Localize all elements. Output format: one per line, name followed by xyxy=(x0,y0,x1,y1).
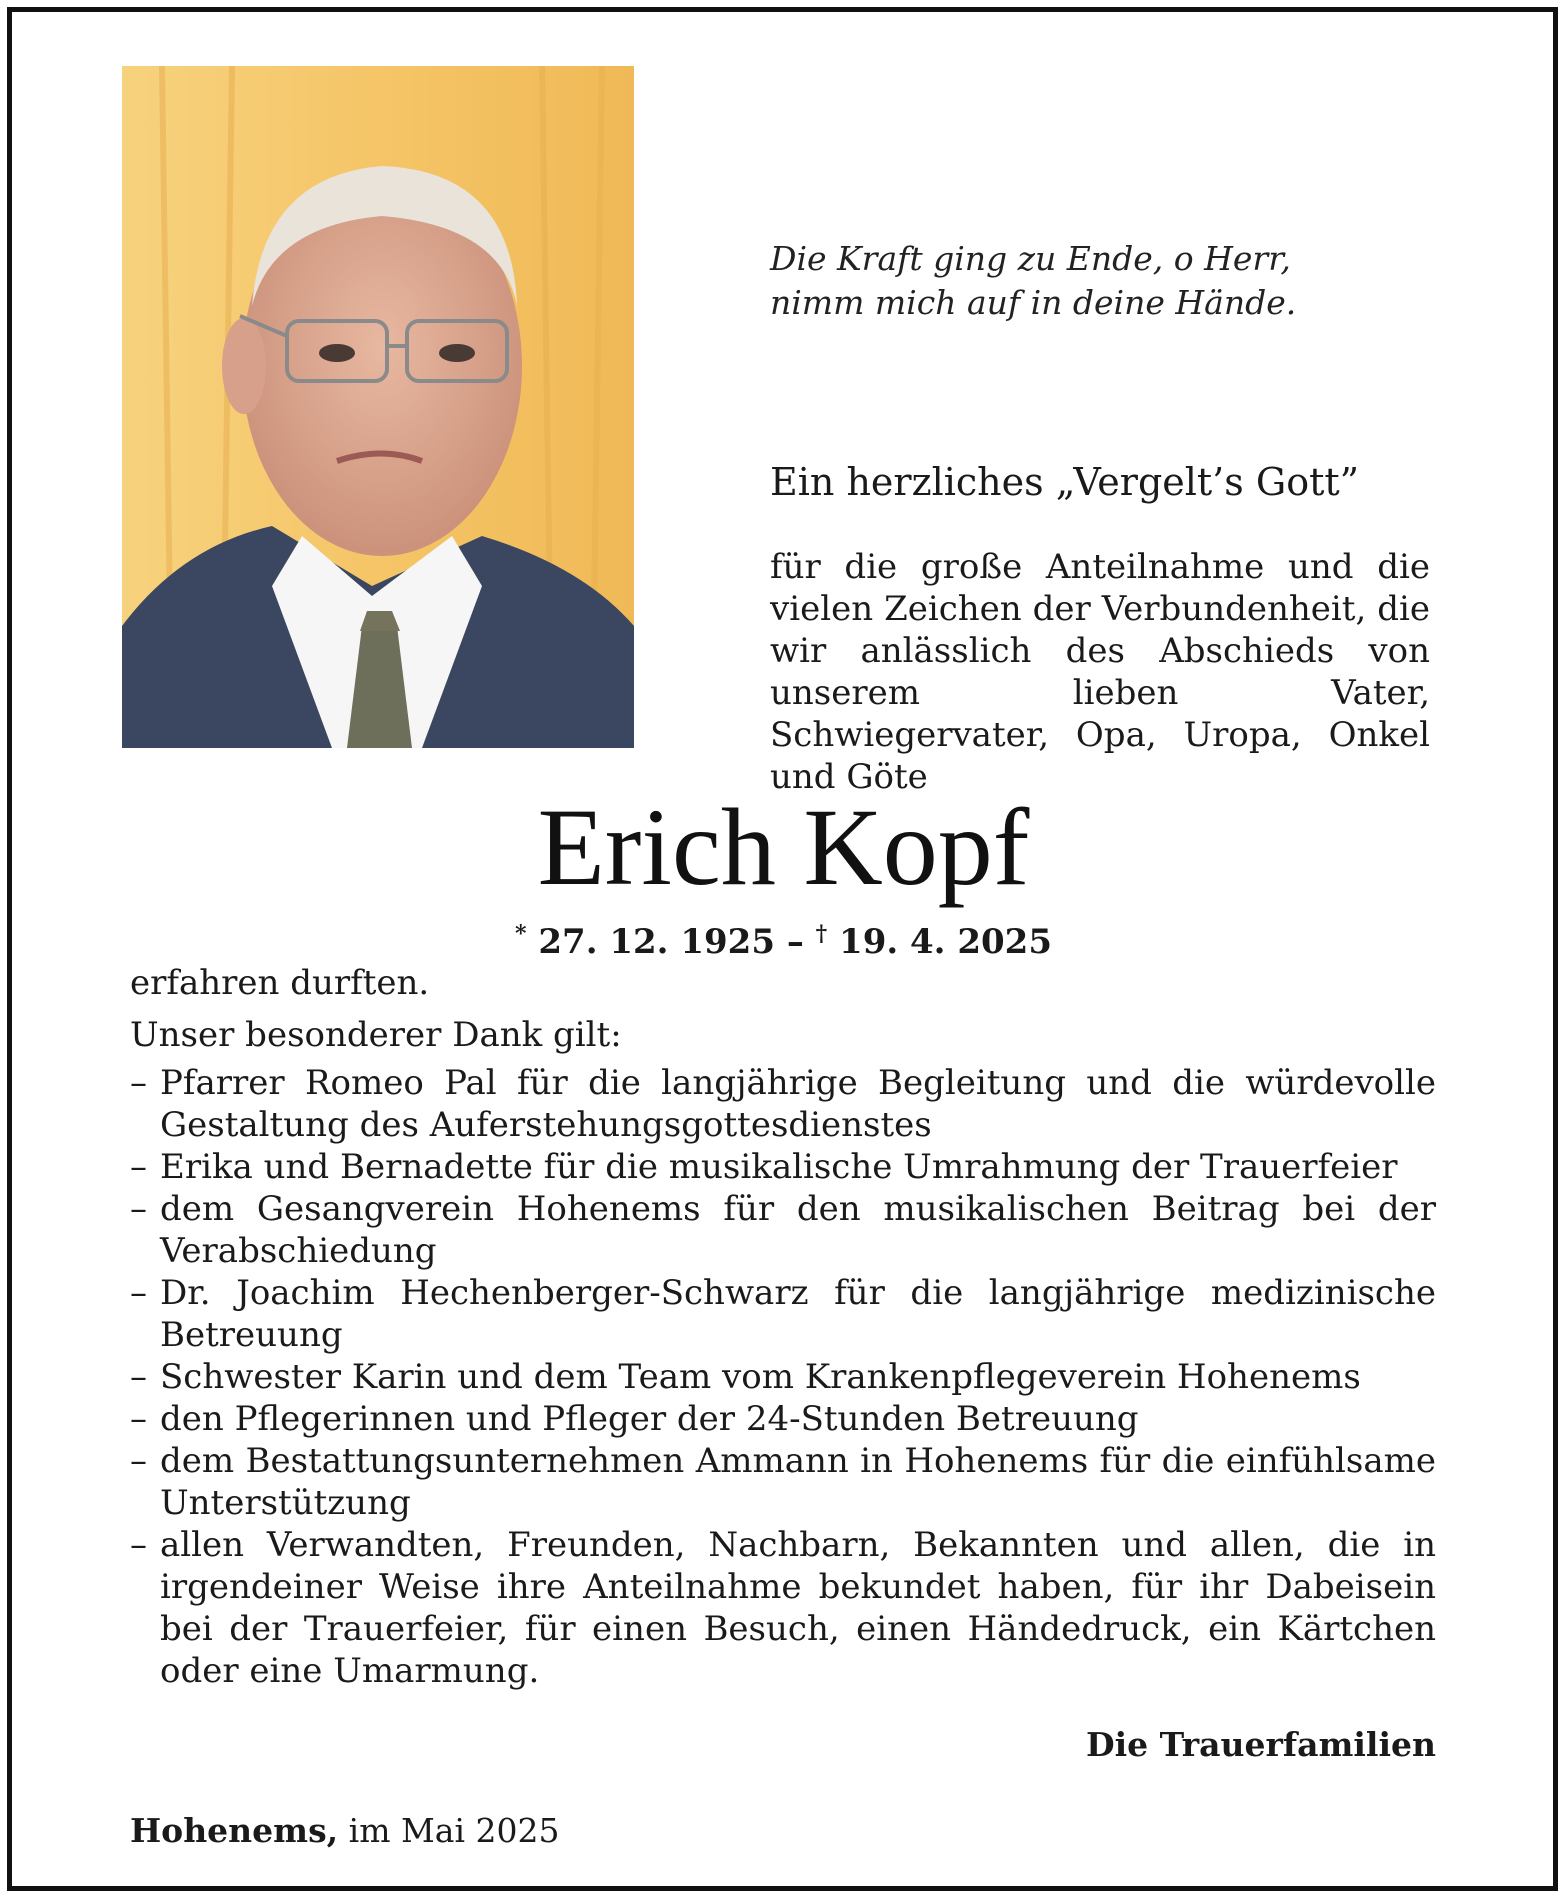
deceased-name: Erich Kopf xyxy=(537,786,1030,908)
place-date-text: im Mai 2025 xyxy=(348,1811,560,1850)
thanks-heading: Ein herzliches „Vergelt’s Gott” xyxy=(770,460,1360,504)
intro-paragraph: für die große Anteilnahme und die vielen Zeichen der Verbundenheit, die wir anlässlich des Abschieds von unserem lieben Vater, Schwiegervater, Opa, Uropa, Onkel und Göte xyxy=(770,547,1430,797)
portrait-illustration xyxy=(122,66,634,748)
place-town: Hohenems, xyxy=(130,1811,339,1850)
quote-block xyxy=(770,237,1470,325)
date-separator: – xyxy=(786,922,804,962)
death-date: 19. 4. 2025 xyxy=(839,922,1052,962)
list-item: – dem Gesangverein Hohenems für den musikalischen Beitrag bei der Verabschiedung xyxy=(130,1188,1436,1272)
place-date xyxy=(130,1810,559,1852)
birth-symbol: * xyxy=(515,921,527,947)
list-item: – Erika und Bernadette für die musikalische Umrahmung der Trauerfeier xyxy=(130,1146,1436,1188)
thanks-intro: Unser besonderer Dank gilt: xyxy=(130,1015,622,1055)
life-dates xyxy=(0,912,1567,964)
signature: Die Trauerfamilien xyxy=(1085,1725,1436,1764)
list-item: – Dr. Joachim Hechenberger-Schwarz für die langjährige medizinische Betreuung xyxy=(130,1272,1436,1356)
quote-line-1: Die Kraft ging zu Ende, o Herr, xyxy=(770,239,1291,278)
birth-date: 27. 12. 1925 xyxy=(538,922,775,962)
thanks-list xyxy=(130,1062,1436,1692)
list-item: – Pfarrer Romeo Pal für die langjährige Begleitung und die würdevolle Gestaltung des Auferstehungsgottesdienstes xyxy=(130,1062,1436,1146)
body-text xyxy=(130,962,1436,1692)
list-item: – Schwester Karin und dem Team vom Krankenpflegeverein Hohenems xyxy=(130,1356,1436,1398)
portrait-photo xyxy=(122,66,634,748)
quote-line-2: nimm mich auf in deine Hände. xyxy=(770,283,1297,322)
list-item: – den Pflegerinnen und Pfleger der 24-Stunden Betreuung xyxy=(130,1398,1436,1440)
list-item: – dem Bestattungsunternehmen Ammann in Hohenems für die einfühlsame Unterstützung xyxy=(130,1440,1436,1524)
continuation-text: erfahren durften. xyxy=(130,963,430,1003)
list-item: – allen Verwandten, Freunden, Nachbarn, Bekannten und allen, die in irgendeiner Weise ihre Anteilnahme bekundet haben, für ihr Dabeisein bei der Trauerfeier, für einen Besuch, einen Händedruck, ein Kärtchen oder eine Umarmung. xyxy=(130,1524,1436,1692)
death-symbol: † xyxy=(815,921,828,947)
